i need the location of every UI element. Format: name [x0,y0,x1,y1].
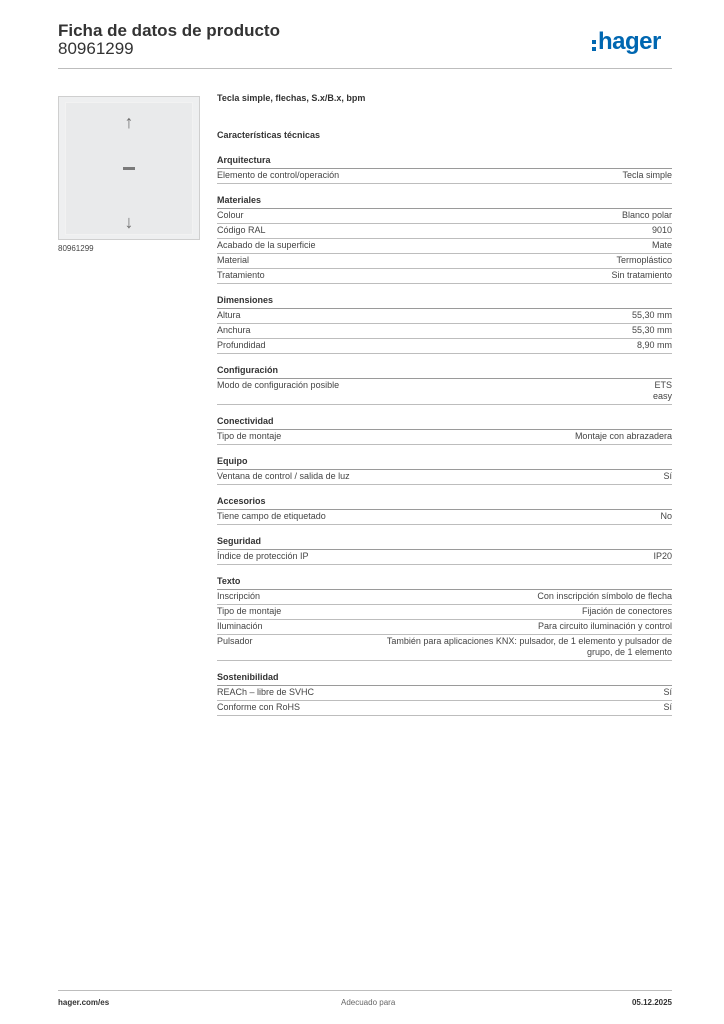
hager-logo [592,28,661,56]
section-title: Arquitectura [217,155,672,169]
spec-row [217,510,672,525]
spec-section [217,496,672,525]
spec-label: Índice de protección IP [217,551,309,561]
product-image-code: 80961299 [58,244,94,253]
product-image [58,96,200,240]
spec-value-text: Fijación de conectores [581,606,672,616]
spec-value [256,210,672,221]
spec-value-text: Blanco polar [621,210,672,220]
spec-label: Iluminación [217,621,263,631]
spec-label: Colour [217,210,244,220]
footer-date: 05.12.2025 [631,998,672,1007]
spec-value-text: Termoplástico [616,255,672,265]
product-subtitle: Tecla simple, flechas, S.x/B.x, bpm [217,93,366,103]
spec-label: Inscripción [217,591,261,601]
section-title: Dimensiones [217,295,672,309]
spec-value [326,687,672,698]
spec-row [217,169,672,184]
spec-row [217,324,672,339]
spec-row [217,209,672,224]
spec-value-text-2: easy [652,391,672,401]
spec-section [217,536,672,565]
spec-value [278,225,672,236]
spec-value-text: Sí [663,687,672,697]
spec-row [217,239,672,254]
spec-value [293,431,672,442]
spec-label: Tipo de montaje [217,606,282,616]
spec-row [217,430,672,445]
section-title: Materiales [217,195,672,209]
spec-label: Material [217,255,250,265]
spec-row [217,339,672,354]
spec-row [217,224,672,239]
spec-value [272,591,672,602]
spec-row [217,379,672,405]
spec-value-text: 9010 [651,225,672,235]
spec-value-text: Sin tratamiento [611,270,672,280]
spec-value [293,606,672,617]
spec-row [217,590,672,605]
switch-face [65,102,193,235]
spec-label: Pulsador [217,636,253,646]
spec-value-text: Tecla simple [622,170,672,180]
spec-value-text: IP20 [653,551,672,561]
spec-row [217,701,672,716]
spec-label: Anchura [217,325,251,335]
spec-value [253,310,672,321]
spec-value [261,255,672,266]
footer-suitable-for: Adecuado para [341,998,396,1007]
section-title: Equipo [217,456,672,470]
spec-section [217,576,672,661]
spec-row [217,635,672,661]
spec-content [217,93,672,716]
spec-value-text: No [660,511,672,521]
spec-value [338,511,672,522]
page-title: Ficha de datos de producto [58,21,280,40]
spec-label: Modo de configuración posible [217,380,340,390]
spec-value-text: 55,30 mm [631,310,672,320]
spec-row [217,269,672,284]
spec-label: Tiene campo de etiquetado [217,511,326,521]
spec-row [217,470,672,485]
spec-label: REACh – libre de SVHC [217,687,315,697]
logo-text: hager [598,28,661,55]
spec-section [217,416,672,445]
spec-value-text: Sí [663,471,672,481]
spec-row [217,309,672,324]
spec-label: Código RAL [217,225,266,235]
spec-row [217,605,672,620]
spec-value [351,380,672,402]
section-title: Conectividad [217,416,672,430]
logo-dots-icon [592,40,596,51]
arrow-down-icon: ↓ [124,212,134,232]
spec-label: Altura [217,310,241,320]
dash-icon [123,167,135,170]
spec-section [217,672,672,716]
spec-row [217,550,672,565]
section-title: Texto [217,576,672,590]
spec-value [275,621,672,632]
spec-value [351,170,672,181]
spec-value-text: También para aplicaciones KNX: pulsador, de 1 elemento y pulsador de grupo, de 1 elemento [386,636,672,657]
spec-value [277,270,672,281]
spec-label: Ventana de control / salida de luz [217,471,350,481]
spec-row [217,620,672,635]
spec-value [312,702,672,713]
spec-sections [217,155,672,716]
spec-label: Profundidad [217,340,266,350]
spec-section [217,295,672,354]
section-title: Seguridad [217,536,672,550]
characteristics-title: Características técnicas [217,130,321,140]
spec-section [217,155,672,184]
spec-value [328,240,672,251]
spec-value [360,636,672,658]
spec-label: Elemento de control/operación [217,170,340,180]
section-title: Accesorios [217,496,672,510]
spec-value [321,551,672,562]
spec-value-text: 55,30 mm [631,325,672,335]
spec-value [263,325,672,336]
arrow-up-icon: ↑ [124,112,134,132]
spec-value-text: Sí [663,702,672,712]
spec-label: Tratamiento [217,270,265,280]
section-title: Sostenibilidad [217,672,672,686]
spec-value-text: Para circuito iluminación y control [537,621,672,631]
spec-label: Tipo de montaje [217,431,282,441]
spec-label: Conforme con RoHS [217,702,301,712]
product-number: 80961299 [58,39,134,58]
footer-divider [58,990,672,991]
spec-value-text: Mate [651,240,672,250]
spec-value [278,340,672,351]
spec-section [217,456,672,485]
spec-value-text: 8,90 mm [636,340,672,350]
section-title: Configuración [217,365,672,379]
spec-section [217,195,672,284]
spec-value-text: Montaje con abrazadera [574,431,672,441]
spec-value [362,471,672,482]
spec-section [217,365,672,405]
spec-row [217,254,672,269]
spec-value-text: ETS [654,380,672,390]
spec-value-text: Con inscripción símbolo de flecha [537,591,672,601]
footer-website: hager.com/es [58,998,110,1007]
spec-label: Acabado de la superficie [217,240,316,250]
spec-row [217,686,672,701]
header-divider [58,68,672,69]
